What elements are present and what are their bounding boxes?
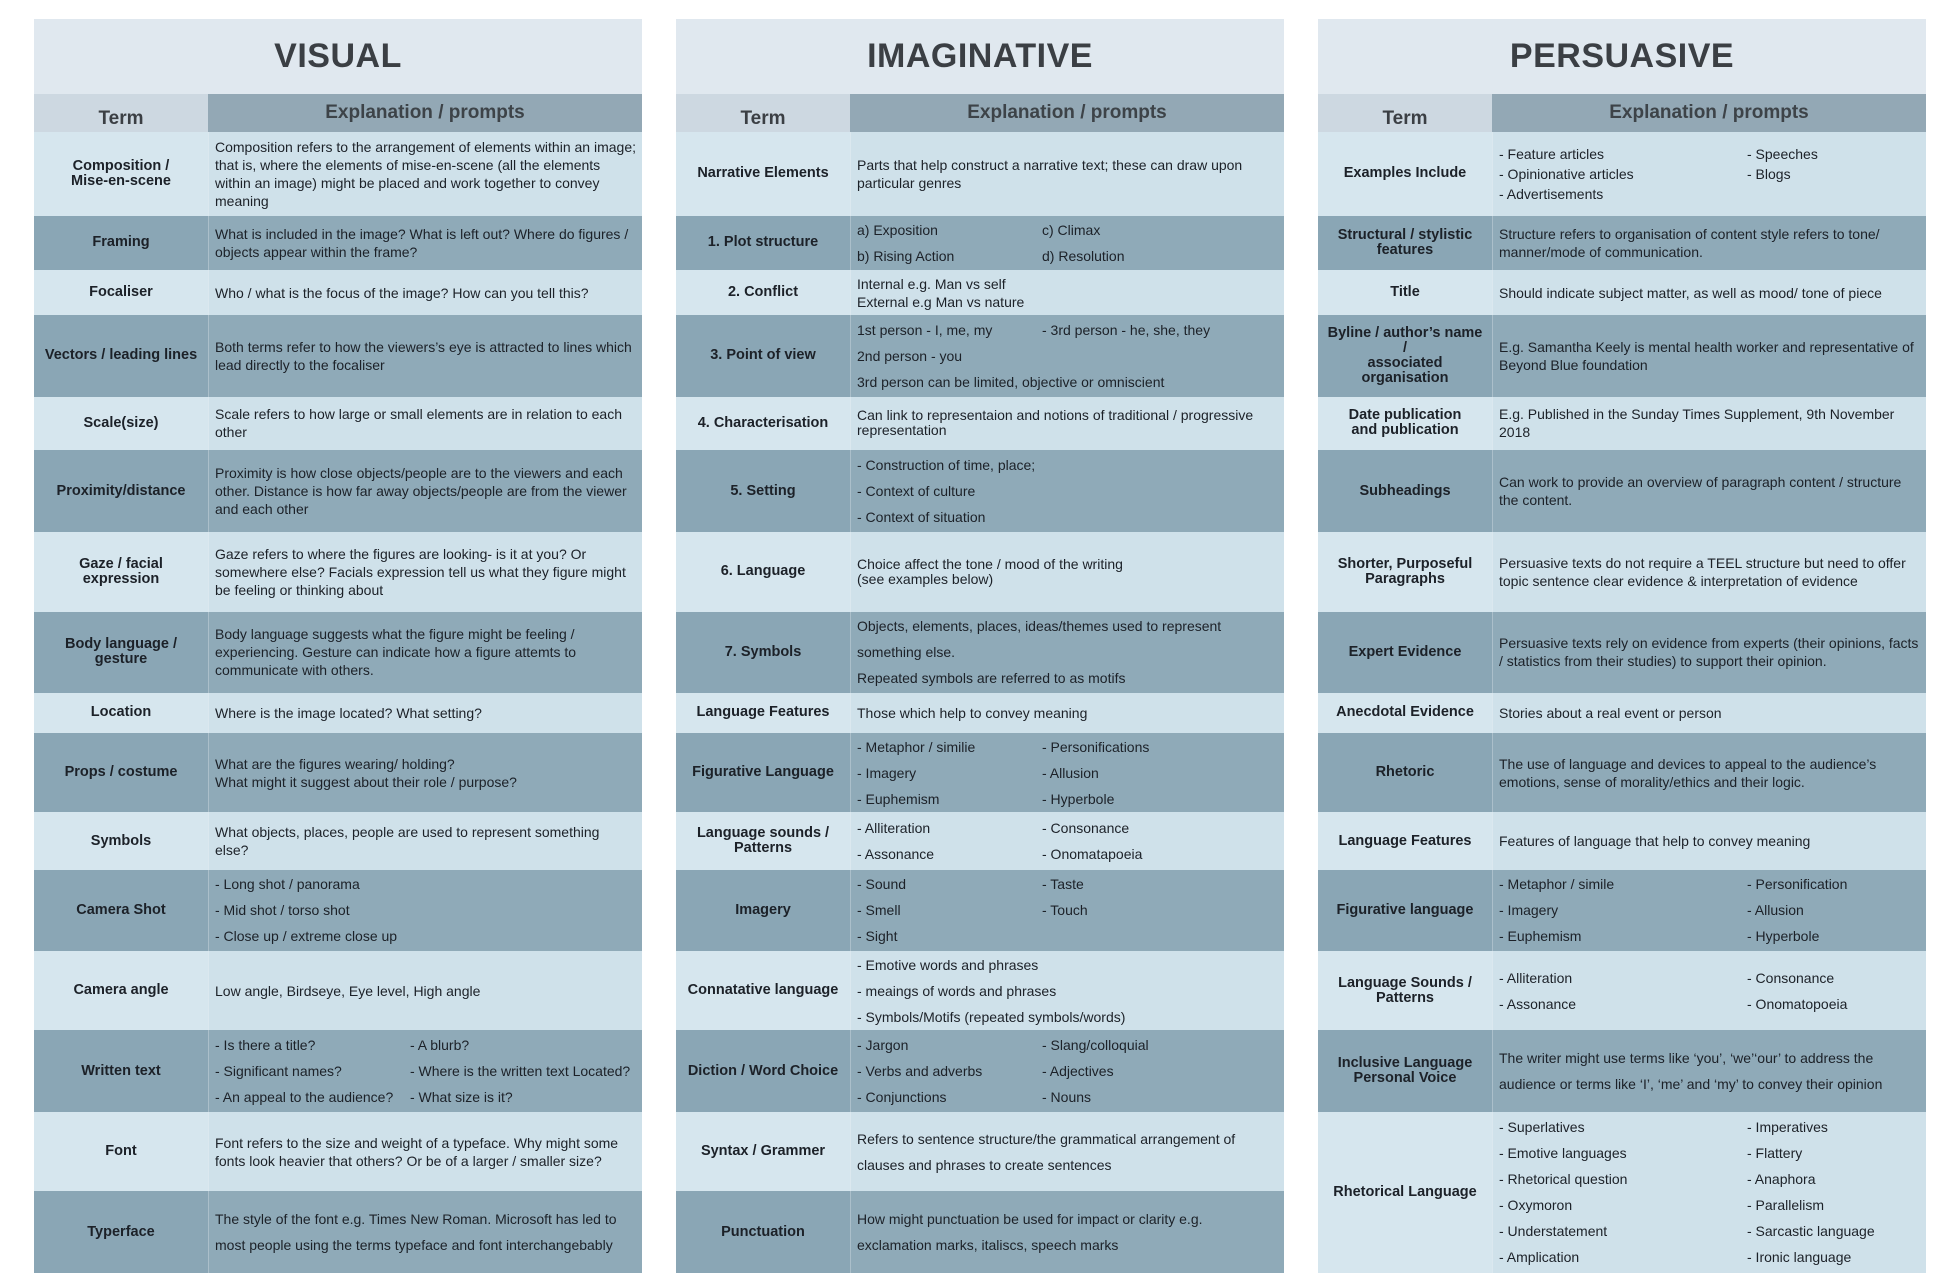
list-item: - Alliteration: [1499, 969, 1573, 986]
list-item: - An appeal to the audience?: [215, 1089, 394, 1106]
table-row: [1318, 1030, 1926, 1112]
term-cell: 1. Plot structure: [676, 216, 850, 271]
term-cell: 2. Conflict: [676, 270, 850, 315]
term-cell: Expert Evidence: [1318, 612, 1492, 694]
explanation-cell: [850, 315, 1284, 397]
table-row: [34, 870, 642, 951]
visual-panel: [34, 19, 642, 1273]
list-item: - Hyperbole: [1042, 790, 1115, 807]
explanation-line: What are the figures wearing/ holding?: [215, 755, 455, 772]
list-item: - Context of situation: [857, 509, 986, 526]
explanation-cell: The style of the font e.g. Times New Roman. Microsoft has led to most people using the terms typeface and font interchangebably: [208, 1191, 642, 1273]
table-row: [1318, 812, 1926, 870]
explanation-cell: Low angle, Birdseye, Eye level, High angle: [208, 951, 642, 1031]
list-item: - Oxymoron: [1499, 1197, 1573, 1214]
table-row: [676, 951, 1284, 1031]
table-row: [676, 1191, 1284, 1273]
list-item: - Speeches: [1747, 145, 1818, 162]
table-row: [1318, 532, 1926, 612]
list-item: 2nd person - you: [857, 347, 963, 364]
table-row: [34, 612, 642, 694]
explanation-cell: [208, 1030, 642, 1112]
table-row: [676, 870, 1284, 951]
term-cell: 6. Language: [676, 532, 850, 612]
list-item: - Significant names?: [215, 1063, 342, 1080]
term-cell: Imagery: [676, 870, 850, 951]
table-header: [34, 94, 642, 132]
panel-title: PERSUASIVE: [1318, 19, 1926, 94]
term-cell: Language Sounds / Patterns: [1318, 951, 1492, 1031]
list-item: - A blurb?: [410, 1037, 470, 1054]
list-item: - Nouns: [1042, 1089, 1092, 1106]
term-cell: Focaliser: [34, 270, 208, 315]
explanation-cell: Can link to representaion and notions of traditional / progressive representation: [850, 397, 1284, 451]
table-row: [1318, 951, 1926, 1031]
explanation-line: Objects, elements, places, ideas/themes used to represent something else.: [857, 618, 1222, 661]
explanation-cell: [1492, 1112, 1926, 1273]
list-item: - Smell: [857, 902, 901, 919]
table-row: [676, 315, 1284, 397]
list-item: 1st person - I, me, my: [857, 321, 993, 338]
explanation-cell: What objects, places, people are used to represent something else?: [208, 812, 642, 870]
explanation-line: What might it suggest about their role / purpose?: [215, 773, 517, 790]
list-item: - Superlatives: [1499, 1119, 1585, 1136]
table-body: [34, 132, 642, 1273]
list-item: - Conjunctions: [857, 1089, 947, 1106]
list-item: - Advertisements: [1499, 185, 1604, 202]
explanation-line: (see examples below): [857, 570, 994, 587]
explanation-cell: [850, 951, 1284, 1031]
list-item: - Jargon: [857, 1037, 909, 1054]
explanation-cell: What is included in the image? What is left out? Where do figures / objects appear within the frame?: [208, 216, 642, 271]
list-item: - Close up / extreme close up: [215, 928, 398, 945]
explanation-cell: [1492, 951, 1926, 1031]
table-row: [1318, 216, 1926, 271]
table-row: [676, 216, 1284, 271]
list-item: - Sound: [857, 876, 907, 893]
term-cell: Narrative Elements: [676, 132, 850, 216]
table-row: [34, 1191, 642, 1273]
explanation-cell: Should indicate subject matter, as well as mood/ tone of piece: [1492, 270, 1926, 315]
table-row: [1318, 870, 1926, 951]
list-item: - Long shot / panorama: [215, 876, 360, 893]
term-cell: Connatative language: [676, 951, 850, 1031]
term-cell: Rhetoric: [1318, 733, 1492, 813]
term-cell: Shorter, Purposeful Paragraphs: [1318, 532, 1492, 612]
panel-title: IMAGINATIVE: [676, 19, 1284, 94]
list-item: - Sarcastic language: [1747, 1223, 1875, 1240]
explanation-cell: [850, 532, 1284, 612]
table-row: [676, 1112, 1284, 1192]
list-item: - Metaphor / similie: [857, 738, 976, 755]
list-item: - Euphemism: [1499, 928, 1582, 945]
table-row: [34, 216, 642, 271]
explanation-line: External e.g Man vs nature: [857, 293, 1025, 310]
explanation-cell: Scale refers to how large or small elements are in relation to each other: [208, 397, 642, 451]
list-item: - Emotive languages: [1499, 1145, 1627, 1162]
list-item: - Touch: [1042, 902, 1088, 919]
table-row: [1318, 132, 1926, 216]
term-header: Term: [676, 94, 850, 132]
table-row: [676, 270, 1284, 315]
list-item: - Imperatives: [1747, 1119, 1828, 1136]
table-row: [676, 612, 1284, 694]
table-header: [1318, 94, 1926, 132]
explanation-cell: Font refers to the size and weight of a typeface. Why might some fonts look heavier that others? Or be of a larger / smaller size?: [208, 1112, 642, 1192]
term-header: Term: [34, 94, 208, 132]
list-item: - Amplication: [1499, 1249, 1580, 1266]
explanation-cell: Gaze refers to where the figures are looking- is it at you? Or somewhere else? Facials expression tell us what they figure might be feeling or thinking about: [208, 532, 642, 612]
explanation-cell: Parts that help construct a narrative text; these can draw upon particular genres: [850, 132, 1284, 216]
table-row: [676, 132, 1284, 216]
explanation-cell: Persuasive texts do not require a TEEL structure but need to offer topic sentence clear evidence & interpretation of evidence: [1492, 532, 1926, 612]
term-cell: Scale(size): [34, 397, 208, 451]
explanation-cell: Those which help to convey meaning: [850, 693, 1284, 733]
explanation-cell: Refers to sentence structure/the grammatical arrangement of clauses and phrases to create sentences: [850, 1112, 1284, 1192]
table-row: [676, 397, 1284, 451]
list-item: c) Climax: [1042, 221, 1101, 238]
table-row: [1318, 450, 1926, 532]
list-item: - Rhetorical question: [1499, 1171, 1628, 1188]
table-row: [1318, 693, 1926, 733]
explanation-header: Explanation / prompts: [208, 94, 642, 132]
explanation-cell: Body language suggests what the figure might be feeling / experiencing. Gesture can indicate how a figure attemts to communicate with others.: [208, 612, 642, 694]
table-row: [34, 733, 642, 813]
list-item: - Personifications: [1042, 738, 1150, 755]
list-item: - Is there a title?: [215, 1037, 316, 1054]
explanation-header: Explanation / prompts: [1492, 94, 1926, 132]
explanation-cell: [850, 812, 1284, 870]
explanation-cell: [1492, 870, 1926, 951]
term-cell: Syntax / Grammer: [676, 1112, 850, 1192]
table-row: [676, 693, 1284, 733]
table-row: [676, 733, 1284, 813]
term-cell: Props / costume: [34, 733, 208, 813]
list-item: - Adjectives: [1042, 1063, 1114, 1080]
term-cell: Camera angle: [34, 951, 208, 1031]
term-header: Term: [1318, 94, 1492, 132]
term-cell: Framing: [34, 216, 208, 271]
list-item: - Symbols/Motifs (repeated symbols/words): [857, 1008, 1126, 1025]
term-cell: Rhetorical Language: [1318, 1112, 1492, 1273]
term-cell: Vectors / leading lines: [34, 315, 208, 397]
explanation-cell: [850, 612, 1284, 694]
table-row: [1318, 733, 1926, 813]
term-cell: Camera Shot: [34, 870, 208, 951]
list-item: - Imagery: [857, 764, 917, 781]
list-item: - meaings of words and phrases: [857, 982, 1057, 999]
table-row: [34, 693, 642, 733]
explanation-cell: [850, 270, 1284, 315]
term-cell: Figurative language: [1318, 870, 1492, 951]
term-cell: 5. Setting: [676, 450, 850, 532]
explanation-cell: Who / what is the focus of the image? How can you tell this?: [208, 270, 642, 315]
table-row: [34, 951, 642, 1031]
list-item: - Anaphora: [1747, 1171, 1816, 1188]
explanation-cell: Proximity is how close objects/people are to the viewers and each other. Distance is how far away objects/people are from the viewer and each other: [208, 450, 642, 532]
explanation-line: Internal e.g. Man vs self: [857, 275, 1006, 292]
table-row: [34, 315, 642, 397]
table-row: [1318, 270, 1926, 315]
term-cell: Written text: [34, 1030, 208, 1112]
list-item: - Onomatopoeia: [1747, 995, 1848, 1012]
term-cell: Location: [34, 693, 208, 733]
term-cell: Language sounds / Patterns: [676, 812, 850, 870]
term-cell: Punctuation: [676, 1191, 850, 1273]
list-item: - Verbs and adverbs: [857, 1063, 983, 1080]
explanation-cell: Structure refers to organisation of content style refers to tone/ manner/mode of communication.: [1492, 216, 1926, 271]
term-cell: Composition / Mise-en-scene: [34, 132, 208, 216]
list-item: - Euphemism: [857, 790, 940, 807]
table-row: [1318, 1112, 1926, 1273]
table-body: [1318, 132, 1926, 1273]
list-item: - Onomatapoeia: [1042, 846, 1143, 863]
list-item: - Allusion: [1747, 902, 1804, 919]
table-row: [676, 1030, 1284, 1112]
explanation-cell: The writer might use terms like ‘you’, ‘we’‘our’ to address the audience or terms like ‘I’, ‘me’ and ‘my’ to convey their opinion: [1492, 1030, 1926, 1112]
term-cell: Gaze / facial expression: [34, 532, 208, 612]
list-item: - Ironic language: [1747, 1249, 1852, 1266]
term-cell: Inclusive Language Personal Voice: [1318, 1030, 1492, 1112]
term-cell: Language Features: [1318, 812, 1492, 870]
term-cell: Title: [1318, 270, 1492, 315]
list-item: - Consonance: [1747, 969, 1835, 986]
list-item: - Imagery: [1499, 902, 1559, 919]
list-item: - Understatement: [1499, 1223, 1608, 1240]
persuasive-panel: [1318, 19, 1926, 1273]
term-cell: Subheadings: [1318, 450, 1492, 532]
list-item: - Flattery: [1747, 1145, 1803, 1162]
table-row: [34, 812, 642, 870]
list-item: - Emotive words and phrases: [857, 956, 1039, 973]
explanation-cell: Persuasive texts rely on evidence from experts (their opinions, facts / statistics from their studies) to support their opinion.: [1492, 612, 1926, 694]
term-cell: Symbols: [34, 812, 208, 870]
explanation-header: Explanation / prompts: [850, 94, 1284, 132]
term-cell: Figurative Language: [676, 733, 850, 813]
explanation-cell: Both terms refer to how the viewers’s eye is attracted to lines which lead directly to the focaliser: [208, 315, 642, 397]
term-cell: 4. Characterisation: [676, 397, 850, 451]
term-cell: Proximity/distance: [34, 450, 208, 532]
list-item: - Slang/colloquial: [1042, 1037, 1149, 1054]
list-item: - Sight: [857, 928, 898, 945]
explanation-cell: [850, 870, 1284, 951]
term-cell: Date publication and publication: [1318, 397, 1492, 451]
table-row: [1318, 397, 1926, 451]
explanation-cell: [850, 1030, 1284, 1112]
explanation-cell: [208, 733, 642, 813]
list-item: - Opinionative articles: [1499, 165, 1634, 182]
list-item: - 3rd person - he, she, they: [1042, 321, 1211, 338]
list-item: - What size is it?: [410, 1089, 513, 1106]
list-item: - Alliteration: [857, 820, 931, 837]
term-cell: Examples Include: [1318, 132, 1492, 216]
explanation-line: Repeated symbols are referred to as motifs: [857, 670, 1126, 687]
list-item: - Parallelism: [1747, 1197, 1825, 1214]
table-row: [34, 532, 642, 612]
list-item: - Context of culture: [857, 483, 976, 500]
term-cell: Structural / stylistic features: [1318, 216, 1492, 271]
list-item: - Taste: [1042, 876, 1084, 893]
term-cell: Byline / author’s name / associated organisation: [1318, 315, 1492, 397]
list-item: - Blogs: [1747, 165, 1791, 182]
list-item: - Construction of time, place;: [857, 457, 1036, 474]
list-item: - Where is the written text Located?: [410, 1063, 631, 1080]
explanation-cell: Where is the image located? What setting?: [208, 693, 642, 733]
list-item: - Consonance: [1042, 820, 1130, 837]
term-cell: Diction / Word Choice: [676, 1030, 850, 1112]
table-row: [34, 397, 642, 451]
panel-title: VISUAL: [34, 19, 642, 94]
table-row: [34, 450, 642, 532]
explanation-cell: Composition refers to the arrangement of elements within an image; that is, where the elements of mise-en-scene (all the elements within an image) might be placed and work together to convey meaning: [208, 132, 642, 216]
explanation-cell: [850, 216, 1284, 271]
term-cell: Anecdotal Evidence: [1318, 693, 1492, 733]
explanation-cell: How might punctuation be used for impact or clarity e.g. exclamation marks, italiscs, speech marks: [850, 1191, 1284, 1273]
term-cell: 3. Point of view: [676, 315, 850, 397]
term-cell: Body language / gesture: [34, 612, 208, 694]
explanation-cell: Can work to provide an overview of paragraph content / structure the content.: [1492, 450, 1926, 532]
list-item: - Hyperbole: [1747, 928, 1820, 945]
table-header: [676, 94, 1284, 132]
list-item: a) Exposition: [857, 221, 938, 238]
explanation-cell: [850, 450, 1284, 532]
list-item: b) Rising Action: [857, 247, 955, 264]
explanation-cell: The use of language and devices to appeal to the audience’s emotions, sense of morality/ethics and their logic.: [1492, 733, 1926, 813]
table-row: [34, 1112, 642, 1192]
explanation-cell: Stories about a real event or person: [1492, 693, 1926, 733]
list-item: 3rd person can be limited, objective or omniscient: [857, 373, 1165, 390]
list-item: - Assonance: [857, 846, 935, 863]
explanation-cell: E.g. Samantha Keely is mental health worker and representative of Beyond Blue foundation: [1492, 315, 1926, 397]
explanation-line: Choice affect the tone / mood of the writing: [857, 555, 1123, 572]
table-row: [1318, 612, 1926, 694]
table-row: [676, 450, 1284, 532]
explanation-cell: Features of language that help to convey meaning: [1492, 812, 1926, 870]
table-row: [1318, 315, 1926, 397]
term-cell: 7. Symbols: [676, 612, 850, 694]
table-row: [34, 132, 642, 216]
term-cell: Language Features: [676, 693, 850, 733]
explanation-cell: E.g. Published in the Sunday Times Supplement, 9th November 2018: [1492, 397, 1926, 451]
explanation-cell: [1492, 132, 1926, 216]
explanation-cell: [208, 870, 642, 951]
term-cell: Font: [34, 1112, 208, 1192]
list-item: d) Resolution: [1042, 247, 1125, 264]
list-item: - Personification: [1747, 876, 1848, 893]
table-row: [34, 270, 642, 315]
table-body: [676, 132, 1284, 1273]
list-item: - Metaphor / simile: [1499, 876, 1615, 893]
term-cell: Typerface: [34, 1191, 208, 1273]
imaginative-panel: [676, 19, 1284, 1273]
explanation-cell: [850, 733, 1284, 813]
table-row: [676, 532, 1284, 612]
list-item: - Feature articles: [1499, 145, 1605, 162]
table-row: [34, 1030, 642, 1112]
table-row: [676, 812, 1284, 870]
list-item: - Assonance: [1499, 995, 1577, 1012]
list-item: - Mid shot / torso shot: [215, 902, 350, 919]
list-item: - Allusion: [1042, 764, 1099, 781]
